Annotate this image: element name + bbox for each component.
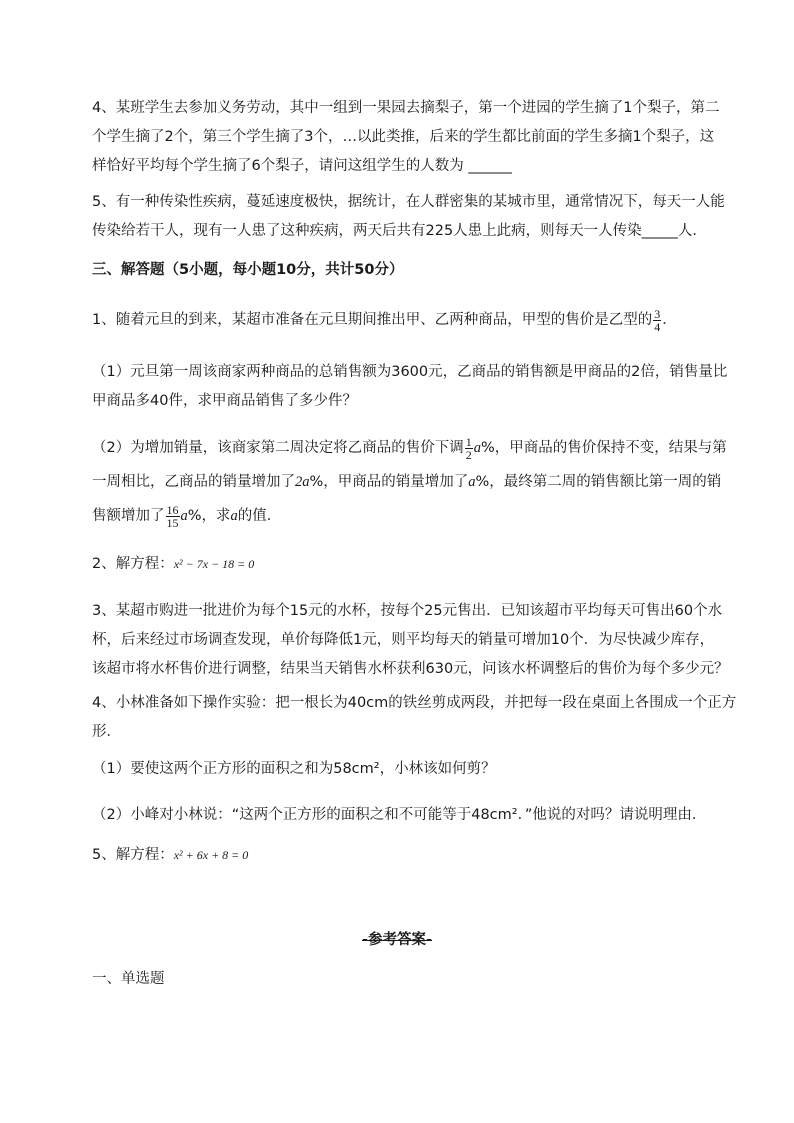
q3-line-3: 该超市将水杯售价进行调整，结果当天销售水杯获利630元，问该水杯调整后的售价为每个多少元？ (92, 661, 729, 677)
fraction-three-quarters (653, 308, 661, 333)
fill-in-question-5 (92, 188, 752, 246)
fraction-numerator: 1 (465, 434, 472, 449)
variable-a: a (180, 508, 188, 524)
variable-a: a (230, 508, 238, 524)
solve-question-4-part-1: （1）要使这两个正方形的面积之和为58cm²，小林该如何剪？ (92, 761, 496, 777)
q1-p2-text: %，求 (187, 508, 231, 524)
variable-a: a (473, 440, 481, 456)
q4-line-1: 4、小林准备如下操作实验：把一根长为40cm的铁丝剪成两段，并把每一段在桌面上各围成一个正方 (92, 695, 737, 711)
q1-p1-line-1: （1）元旦第一周该商家两种商品的总销售额为3600元，乙商品的销售额是甲商品的2倍，销售量比 (92, 364, 728, 380)
q5-label: 5、解方程： (92, 847, 174, 863)
q4-line-2: 形． (92, 724, 121, 740)
q1-p2-text: 的值． (237, 508, 282, 524)
fraction-denominator: 4 (654, 319, 661, 334)
solve-question-2 (92, 550, 752, 579)
q3-line-2: 杯，后来经过市场调查发现，单价每降低1元，则平均每天的销量可增加10个．为尽快减少库存， (92, 632, 715, 648)
solve-question-3 (92, 597, 752, 684)
fraction-one-half (465, 436, 473, 461)
fraction-denominator: 2 (465, 447, 472, 462)
q1-p1-line-2: 甲商品多40件，求甲商品销售了多少件？ (92, 393, 357, 409)
q1-p2-text: （2）为增加销量，该商家第二周决定将乙商品的售价下调 (92, 440, 464, 456)
q1-p2-line-2 (92, 465, 752, 499)
q1-stem-text: 1、随着元旦的到来，某超市准备在元旦期间推出甲、乙两种商品，甲型的售价是乙型的 (92, 312, 653, 328)
q5-equation: x² + 6x + 8 = 0 (173, 848, 249, 862)
q5-line-1: 5、有一种传染性疾病，蔓延速度极快，据统计，在人群密集的某城市里，通常情况下，每天一人能 (92, 194, 725, 210)
q1-p2-text: 售额增加了 (92, 508, 165, 524)
solve-question-1-part-1 (92, 358, 752, 416)
fraction-sixteen-fifteenths (166, 504, 180, 529)
section-3-title: 三、解答题（5小题，每小题10分，共计50分） (92, 262, 404, 278)
solve-question-4-part-2: （2）小峰对小林说：“这两个正方形的面积之和不可能等于48cm²．”他说的对吗？请说明理由． (92, 807, 707, 823)
q2-equation: x² − 7x − 18 = 0 (173, 557, 255, 571)
variable-2a: 2a (295, 474, 310, 490)
solve-question-5 (92, 841, 752, 870)
solve-question-1-stem (92, 306, 752, 335)
answers-title (0, 928, 794, 949)
fraction-numerator: 3 (654, 306, 661, 321)
variable-a: a (468, 474, 476, 490)
q1-p2-line-3 (92, 499, 752, 533)
q2-label: 2、解方程： (92, 556, 174, 572)
solve-question-4 (92, 689, 752, 747)
fraction-denominator: 15 (166, 515, 179, 530)
fill-in-question-4 (92, 94, 752, 181)
q5-line-2: 传染给若干人，现有一人患了这种疾病，两天后共有225人患上此病，则每天一人传染_____人． (92, 223, 707, 239)
q1-stem-end: ． (662, 312, 677, 328)
q1-p2-text: 一周相比，乙商品的销量增加了 (92, 474, 295, 490)
q4-line-3: 样恰好平均每个学生摘了6个梨子，请问这组学生的人数为 ______ (92, 158, 512, 174)
q1-p2-text: %，最终第二周的销售额比第一周的销 (475, 474, 722, 490)
solve-question-1-part-2 (92, 431, 752, 533)
answers-section-1-title: 一、单选题 (92, 971, 165, 987)
q1-p2-text: %，甲商品的售价保持不变，结果与第 (480, 440, 727, 456)
q1-p2-line-1 (92, 431, 752, 465)
answers-title-text: -参考答案- (361, 932, 433, 948)
q4-line-1: 4、某班学生去参加义务劳动，其中一组到一果园去摘梨子，第一个进园的学生摘了1个梨子，第二 (92, 100, 720, 116)
q3-line-1: 3、某超市购进一批进价为每个15元的水杯，按每个25元售出．已知该超市平均每天可售出60个水 (92, 603, 723, 619)
fraction-numerator: 16 (166, 502, 179, 517)
q4-line-2: 个学生摘了2个，第三个学生摘了3个，…以此类推，后来的学生都比前面的学生多摘1个梨子，这 (92, 129, 715, 145)
q1-p2-text: %，甲商品的销量增加了 (309, 474, 469, 490)
